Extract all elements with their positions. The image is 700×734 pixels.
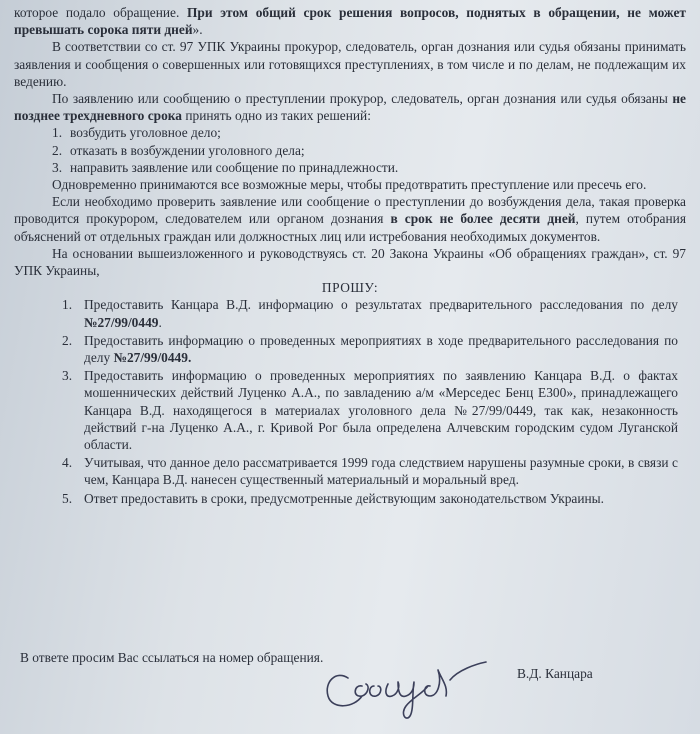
signature-icon bbox=[318, 640, 508, 720]
list-item: 1. возбудить уголовное дело; bbox=[52, 124, 686, 141]
request-list bbox=[14, 296, 686, 506]
list-item: 3. направить заявление или сообщение по принадлежности. bbox=[52, 159, 686, 176]
request-item: 2. Предоставить информацию о проведенных мероприятиях в ходе предварительного расследования по делу №27/99/0449. bbox=[84, 332, 678, 366]
paragraph-2: По заявлению или сообщению о преступлении прокурор, следователь, орган дознания или судья обязаны не позднее трехдневного срока принять одно из таких решений: bbox=[14, 91, 686, 124]
document-body bbox=[14, 4, 686, 508]
paragraph-4: Если необходимо проверить заявление или сообщение о преступлении до возбуждения дела, такая проверка проводится прокурором, следователем или органом дознания в срок не более десяти дней, путем отобрания объяснений от отдельных граждан или должностных лиц или истребования необходимых документов. bbox=[14, 194, 686, 244]
reference-note: В ответе просим Вас ссылаться на номер обращения. bbox=[20, 650, 324, 665]
decision-list bbox=[14, 124, 686, 176]
paragraph-5: На основании вышеизложенного и руководствуясь ст. 20 Закона Украины «Об обращениях граждан», ст. 97 УПК Украины, bbox=[14, 245, 686, 279]
list-item: 2. отказать в возбуждении уголовного дела; bbox=[52, 142, 686, 159]
request-item: 4. Учитывая, что данное дело рассматривается 1999 года следствием нарушены разумные сроки, в связи с чем, Канцара В.Д. нанесен существенный материальный и моральный вред. bbox=[84, 454, 678, 488]
paragraph-3: Одновременно принимаются все возможные меры, чтобы предотвратить преступление или пресечь его. bbox=[52, 177, 647, 193]
request-item: 3. Предоставить информацию о проведенных мероприятиях по заявлению Канцара В.Д. о фактах мошеннических действий Луценко А.А., по завладению а/м «Мерседес Бенц Е300», принадлежащего Канцара В.Д. находящегося в материалах уголовного дела №27/99/0449, так как, незаконность действий г-на Луценко А.А., г. Кривой Рог была определена Алчевским городским судом Луганской области. bbox=[84, 367, 678, 453]
paragraph-1: В соответствии со ст. 97 УПК Украины прокурор, следователь, орган дознания или судья обязаны принимать заявления и сообщения о совершенных или готовящихся преступлениях, в том числе и по делам, не подлежащим их ведению. bbox=[14, 39, 686, 89]
request-title: ПРОШУ: bbox=[321, 280, 379, 296]
request-item: 1. Предоставить Канцара В.Д. информацию о результатах предварительного расследования по делу №27/99/0449. bbox=[84, 296, 678, 330]
paragraph-0: которое подало обращение. При этом общий срок решения вопросов, поднятых в обращении, не может превышать сорока пяти дней». bbox=[14, 5, 686, 38]
bold-deadline: При этом общий срок решения вопросов, поднятых в обращении, не может превышать сорока пяти дней bbox=[14, 5, 686, 38]
signer-name: В.Д. Канцара bbox=[517, 666, 593, 681]
request-item: 5. Ответ предоставить в сроки, предусмотренные действующим законодательством Украины. bbox=[84, 490, 678, 507]
